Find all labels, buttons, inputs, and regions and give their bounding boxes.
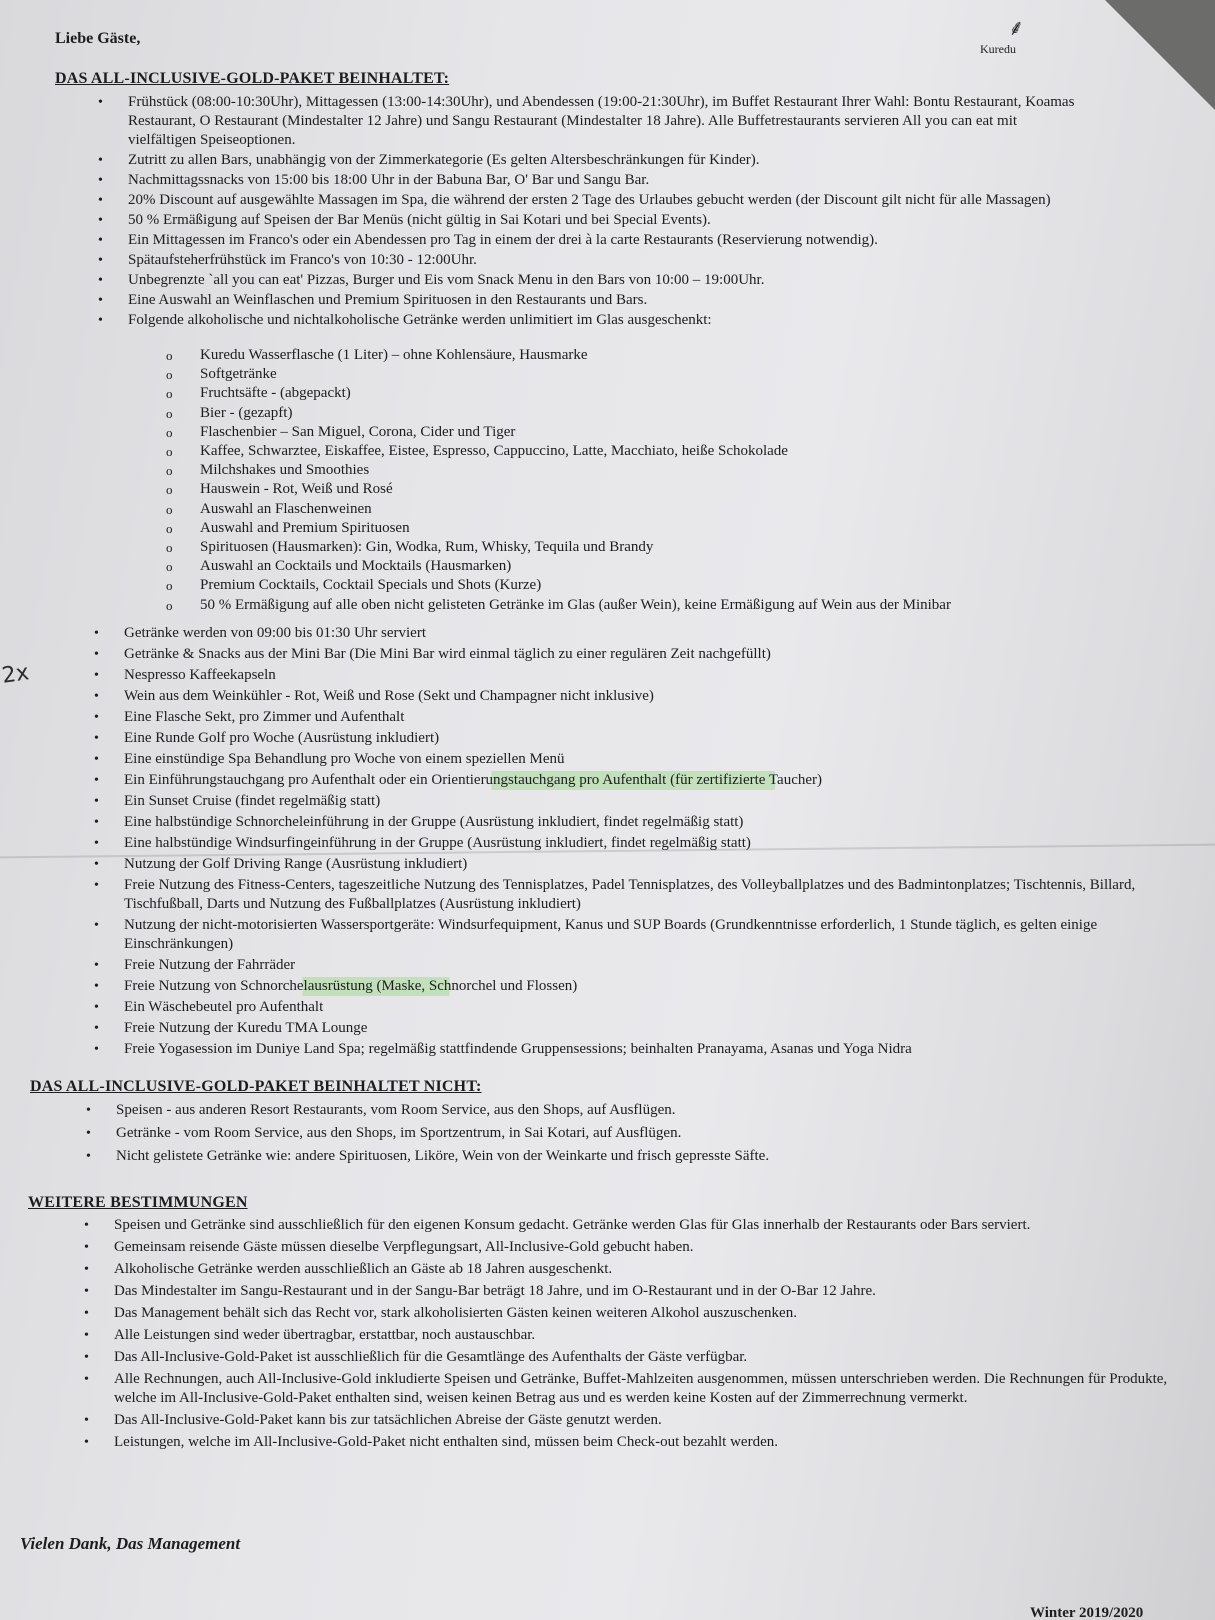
list-item: • Das Mindestalter im Sangu-Restaurant und in der Sangu-Bar beträgt 18 Jahre, und im O-Restaurant und in der O-Bar 12 Jahre. xyxy=(114,1282,1174,1301)
list-item: o Softgetränke xyxy=(200,365,1120,384)
list-item: o Kaffee, Schwarztee, Eiskaffee, Eistee, Espresso, Cappuccino, Latte, Macchiato, heiße Schokolade xyxy=(200,442,1120,461)
further-heading: WEITERE BESTIMMUNGEN xyxy=(28,1194,248,1211)
list-item: • Ein Einführungstauchgang pro Aufenthalt oder ein Orientierungstauchgang pro Aufenthalt (für zertifizierte Taucher) xyxy=(124,771,1174,790)
logo xyxy=(980,12,1060,62)
logo-text: Kuredu xyxy=(980,42,1016,56)
list-item: • Das All-Inclusive-Gold-Paket kann bis zur tatsächlichen Abreise der Gäste genutzt werden. xyxy=(114,1411,1174,1430)
list-item: • Gemeinsam reisende Gäste müssen dieselbe Verpflegungsart, All-Inclusive-Gold gebucht haben. xyxy=(114,1238,1174,1257)
list-item: • Eine Flasche Sekt, pro Zimmer und Aufenthalt xyxy=(124,708,1174,727)
list-item: • Unbegrenzte `all you can eat' Pizzas, Burger und Eis vom Snack Menu in den Bars von 10:00 – 19:00Uhr. xyxy=(128,271,1088,290)
footer-note: Winter 2019/2020 xyxy=(1030,1605,1144,1620)
list-item: • Getränke & Snacks aus der Mini Bar (Die Mini Bar wird einmal täglich zu einer regulären Zeit nachgefüllt) xyxy=(124,645,1174,664)
list-item: • Nicht gelistete Getränke wie: andere Spirituosen, Liköre, Wein von der Weinkarte und frisch gepresste Säfte. xyxy=(116,1147,1166,1166)
list-item: • Nutzung der nicht-motorisierten Wassersportgeräte: Windsurfequipment, Kanus und SUP Boards (Grundkenntnisse erforderlich, 1 Stunde täglich, es gelten einige Einschränkungen) xyxy=(124,916,1174,954)
list-item: o Kuredu Wasserflasche (1 Liter) – ohne Kohlensäure, Hausmarke xyxy=(200,346,1120,365)
not-included-list xyxy=(116,1101,1166,1166)
list-item: • Freie Nutzung des Fitness-Centers, tageszeitliche Nutzung des Tennisplatzes, Padel Tennisplatzes, des Volleyballplatzes und des Badmintonplatzes; Tischtennis, Billard, Tischfußball, Darts und Nutzung des Fußballplatzes (Ausrüstung inkludiert) xyxy=(124,876,1174,914)
list-item: • Freie Yogasession im Duniye Land Spa; regelmäßig stattfindende Gruppensessions; beinhalten Pranayama, Asanas und Yoga Nidra xyxy=(124,1040,1174,1059)
list-item: • Getränke werden von 09:00 bis 01:30 Uhr serviert xyxy=(124,624,1174,643)
further-list xyxy=(114,1216,1174,1452)
list-item: • Alle Rechnungen, auch All-Inclusive-Gold inkludierte Speisen und Getränke, Buffet-Mahlzeiten ausgenommen, müssen unterschrieben werden. Die Rechnungen für Produkte, welche im All-Inclusive-Gold-Paket enthalten sind, weisen keinen Betrag aus und es werden keine Kosten auf der Zimmerrechnung vermerkt. xyxy=(114,1370,1174,1408)
not-included-heading: DAS ALL-INCLUSIVE-GOLD-PAKET BEINHALTET NICHT: xyxy=(30,1078,482,1095)
list-item: • Alle Leistungen sind weder übertragbar, erstattbar, noch austauschbar. xyxy=(114,1326,1174,1345)
list-item: • Ein Wäschebeutel pro Aufenthalt xyxy=(124,998,1174,1017)
list-item: o Milchshakes und Smoothies xyxy=(200,461,1120,480)
list-item: • Zutritt zu allen Bars, unabhängig von der Zimmerkategorie (Es gelten Altersbeschränkungen für Kinder). xyxy=(128,151,1088,170)
list-item: o Auswahl an Cocktails und Mocktails (Hausmarken) xyxy=(200,557,1120,576)
list-item: o Hauswein - Rot, Weiß und Rosé xyxy=(200,480,1120,499)
list-item: • Speisen und Getränke sind ausschließlich für den eigenen Konsum gedacht. Getränke werden Glas für Glas innerhalb der Restaurants oder Bars serviert. xyxy=(114,1216,1174,1235)
list-item: • Eine halbstündige Schnorcheleinführung in der Gruppe (Ausrüstung inkludiert, findet regelmäßig statt) xyxy=(124,813,1174,832)
included-list-continued xyxy=(124,624,1174,1059)
greeting: Liebe Gäste, xyxy=(55,30,141,47)
signoff: Vielen Dank, Das Management xyxy=(20,1534,241,1553)
drinks-sublist xyxy=(200,346,1120,615)
list-item: • Leistungen, welche im All-Inclusive-Gold-Paket nicht enthalten sind, müssen beim Check-out bezahlt werden. xyxy=(114,1433,1174,1452)
list-item: • Eine Runde Golf pro Woche (Ausrüstung inkludiert) xyxy=(124,729,1174,748)
list-item: o Flaschenbier – San Miguel, Corona, Cider und Tiger xyxy=(200,423,1120,442)
list-item: • Speisen - aus anderen Resort Restaurants, vom Room Service, aus den Shops, auf Ausflügen. xyxy=(116,1101,1166,1120)
list-item: • Freie Nutzung der Kuredu TMA Lounge xyxy=(124,1019,1174,1038)
list-item: • Getränke - vom Room Service, aus den Shops, im Sportzentrum, in Sai Kotari, auf Ausflügen. xyxy=(116,1124,1166,1143)
list-item: • Das Management behält sich das Recht vor, stark alkoholisierten Gästen keinen weiteren Alkohol auszuschenken. xyxy=(114,1304,1174,1323)
list-item: • Eine halbstündige Windsurfingeinführung in der Gruppe (Ausrüstung inkludiert, findet regelmäßig statt) xyxy=(124,834,1174,853)
list-item: • Frühstück (08:00-10:30Uhr), Mittagessen (13:00-14:30Uhr), und Abendessen (19:00-21:30Uhr), im Buffet Restaurant Ihrer Wahl: Bontu Restaurant, Koamas Restaurant, O Restaurant (Mindestalter 12 Jahre) und Sangu Restaurant (Mindestalter 18 Jahre). Alle Buffetrestaurants servieren All you can eat mit vielfältigen Speiseoptionen. xyxy=(128,93,1088,150)
list-item: o Spirituosen (Hausmarken): Gin, Wodka, Rum, Whisky, Tequila und Brandy xyxy=(200,538,1120,557)
list-item: • Wein aus dem Weinkühler - Rot, Weiß und Rose (Sekt und Champagner nicht inklusive) xyxy=(124,687,1174,706)
handwritten-margin-note: 2x xyxy=(0,660,31,689)
palm-tree-icon: ⸙ xyxy=(1008,15,1025,40)
list-item: o Auswahl and Premium Spirituosen xyxy=(200,519,1120,538)
list-item: • Freie Nutzung der Fahrräder xyxy=(124,956,1174,975)
list-item: o Bier - (gezapft) xyxy=(200,404,1120,423)
included-list xyxy=(128,93,1088,330)
list-item: • Nespresso Kaffeekapseln xyxy=(124,666,1174,685)
list-item: • Das All-Inclusive-Gold-Paket ist ausschließlich für die Gesamtlänge des Aufenthalts der Gäste verfügbar. xyxy=(114,1348,1174,1367)
list-item: • 20% Discount auf ausgewählte Massagen im Spa, die während der ersten 2 Tage des Urlaubes gebucht werden (der Discount gilt nicht für alle Massagen) xyxy=(128,191,1088,210)
list-item: • Nachmittagssnacks von 15:00 bis 18:00 Uhr in der Babuna Bar, O' Bar und Sangu Bar. xyxy=(128,171,1088,190)
list-item: • Freie Nutzung von Schnorchelausrüstung (Maske, Schnorchel und Flossen) xyxy=(124,977,1174,996)
list-item: • Nutzung der Golf Driving Range (Ausrüstung inkludiert) xyxy=(124,855,1174,874)
list-item: • Eine Auswahl an Weinflaschen und Premium Spirituosen in den Restaurants und Bars. xyxy=(128,291,1088,310)
list-item: • Spätaufsteherfrühstück im Franco's von 10:30 - 12:00Uhr. xyxy=(128,251,1088,270)
list-item: o Auswahl an Flaschenweinen xyxy=(200,500,1120,519)
background-corner xyxy=(1105,0,1215,110)
list-item: o Fruchtsäfte - (abgepackt) xyxy=(200,384,1120,403)
list-item: • 50 % Ermäßigung auf Speisen der Bar Menüs (nicht gültig in Sai Kotari und bei Special Events). xyxy=(128,211,1088,230)
list-item: • Ein Mittagessen im Franco's oder ein Abendessen pro Tag in einem der drei à la carte Restaurants (Reservierung notwendig). xyxy=(128,231,1088,250)
list-item: • Alkoholische Getränke werden ausschließlich an Gäste ab 18 Jahren ausgeschenkt. xyxy=(114,1260,1174,1279)
included-heading: DAS ALL-INCLUSIVE-GOLD-PAKET BEINHALTET: xyxy=(55,70,450,87)
list-item: o Premium Cocktails, Cocktail Specials und Shots (Kurze) xyxy=(200,576,1120,595)
list-item: • Eine einstündige Spa Behandlung pro Woche von einem speziellen Menü xyxy=(124,750,1174,769)
list-item: o 50 % Ermäßigung auf alle oben nicht gelisteten Getränke im Glas (außer Wein), keine Ermäßigung auf Wein aus der Minibar xyxy=(200,596,1120,615)
list-item: • Ein Sunset Cruise (findet regelmäßig statt) xyxy=(124,792,1174,811)
list-item: • Folgende alkoholische und nichtalkoholische Getränke werden unlimitiert im Glas ausgeschenkt: xyxy=(128,311,1088,330)
